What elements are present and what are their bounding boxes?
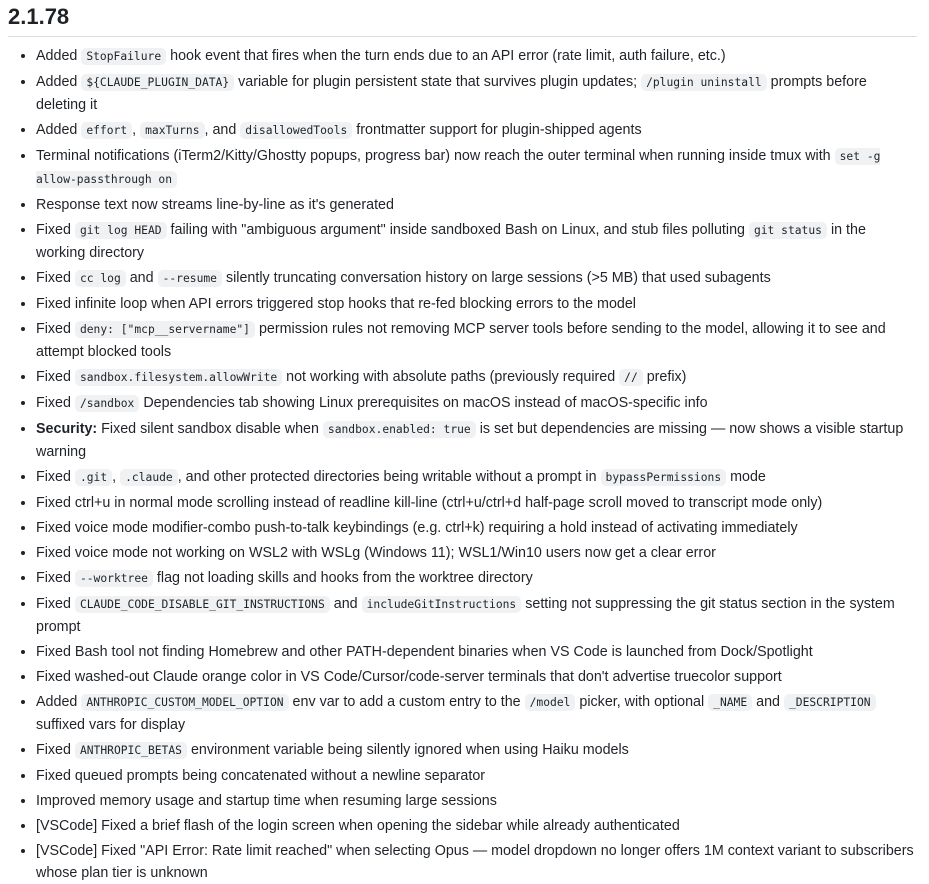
inline-code: CLAUDE_CODE_DISABLE_GIT_INSTRUCTIONS [75, 596, 330, 613]
item-text: Fixed [36, 469, 75, 485]
item-text: and [752, 694, 784, 710]
changelog-item [36, 418, 917, 463]
changelog-item [36, 691, 917, 736]
item-text: hook event that fires when the turn ends due to an API error (rate limit, auth failure, etc.) [166, 48, 726, 64]
inline-code: /plugin uninstall [641, 74, 767, 91]
bold-label: Security: [36, 421, 98, 437]
changelog-item [36, 119, 917, 142]
changelog-item [36, 71, 917, 116]
item-text: Terminal notifications (iTerm2/Kitty/Ghostty popups, progress bar) now reach the outer terminal when running inside tmux with [36, 148, 835, 164]
version-heading: 2.1.78 [8, 0, 917, 37]
item-text: Fixed silent sandbox disable when [97, 421, 323, 437]
item-text: [VSCode] Fixed "API Error: Rate limit reached" when selecting Opus — model dropdown no longer offers 1M context variant to subscribers whose plan tier is unknown [36, 843, 914, 881]
changelog-item [36, 593, 917, 638]
changelog-item [36, 765, 917, 787]
item-text: env var to add a custom entry to the [288, 694, 525, 710]
changelog-item [36, 318, 917, 363]
item-text: and [329, 596, 362, 612]
changelog-item [36, 840, 917, 884]
inline-code: cc log [75, 270, 126, 287]
changelog-item [36, 542, 917, 564]
item-text: flag not loading skills and hooks from the worktree directory [152, 570, 533, 586]
inline-code: bypassPermissions [601, 469, 727, 486]
item-text: , and other protected directories being writable without a prompt in [177, 469, 601, 485]
item-text: not working with absolute paths (previously required [282, 369, 620, 385]
changelog-item [36, 815, 917, 837]
inline-code: includeGitInstructions [362, 596, 522, 613]
item-text: Fixed queued prompts being concatenated without a newline separator [36, 768, 486, 784]
item-text: [VSCode] Fixed a brief flash of the login screen when opening the sidebar while already authenticated [36, 818, 680, 834]
item-text: and [125, 270, 158, 286]
inline-code: .git [75, 469, 112, 486]
changelog-item [36, 641, 917, 663]
inline-code: ${CLAUDE_PLUGIN_DATA} [81, 74, 234, 91]
inline-code: effort [81, 122, 132, 139]
changelog-item [36, 567, 917, 590]
item-text: silently truncating conversation history on large sessions (>5 MB) that used subagents [221, 270, 771, 286]
item-text: Added [36, 694, 82, 710]
inline-code: disallowedTools [240, 122, 352, 139]
changelog-item [36, 392, 917, 415]
item-text: suffixed vars for display [36, 717, 186, 733]
inline-code: sandbox.filesystem.allowWrite [75, 369, 282, 386]
inline-code: git log HEAD [75, 222, 167, 239]
changelog-item [36, 366, 917, 389]
item-text: mode [726, 469, 766, 485]
item-text: Fixed [36, 222, 75, 238]
changelog-item [36, 739, 917, 762]
changelog-item [36, 219, 917, 264]
item-text: failing with "ambiguous argument" inside sandboxed Bash on Linux, and stub files polluting [166, 222, 749, 238]
item-text: Fixed [36, 395, 75, 411]
changelog-item [36, 194, 917, 216]
changelog-item [36, 466, 917, 489]
inline-code: /sandbox [75, 395, 139, 412]
changelog-item [36, 492, 917, 514]
item-text: setting not suppressing the git status section in the system prompt [36, 596, 895, 635]
inline-code: ANTHROPIC_BETAS [75, 742, 187, 759]
changelog-list [8, 45, 917, 884]
changelog-item [36, 145, 917, 191]
item-text: prompts before deleting it [36, 74, 867, 113]
inline-code: /model [525, 694, 576, 711]
inline-code: ANTHROPIC_CUSTOM_MODEL_OPTION [81, 694, 288, 711]
inline-code: deny: ["mcp__servername"] [75, 321, 255, 338]
changelog-item [36, 666, 917, 688]
item-text: Added [36, 48, 82, 64]
item-text: in the working directory [36, 222, 866, 261]
item-text: , [112, 469, 121, 485]
item-text: , [132, 122, 141, 138]
changelog-item [36, 293, 917, 315]
item-text: Fixed [36, 742, 75, 758]
inline-code: maxTurns [140, 122, 204, 139]
item-text: Improved memory usage and startup time when resuming large sessions [36, 793, 497, 809]
item-text: , and [204, 122, 241, 138]
changelog-item [36, 45, 917, 68]
inline-code: StopFailure [81, 48, 166, 65]
item-text: Fixed [36, 570, 75, 586]
inline-code: sandbox.enabled: true [323, 421, 476, 438]
item-text: Fixed [36, 321, 75, 337]
item-text: variable for plugin persistent state that survives plugin updates; [234, 74, 642, 90]
inline-code: git status [749, 222, 827, 239]
item-text: Fixed [36, 596, 75, 612]
item-text: picker, with optional [575, 694, 709, 710]
item-text: Fixed voice mode modifier-combo push-to-talk keybindings (e.g. ctrl+k) requiring a hold instead of activating immediately [36, 520, 798, 536]
item-text: Fixed infinite loop when API errors triggered stop hooks that re-fed blocking errors to the model [36, 296, 636, 312]
item-text: Fixed Bash tool not finding Homebrew and other PATH-dependent binaries when VS Code is launched from Dock/Spotlight [36, 644, 813, 660]
inline-code: _DESCRIPTION [784, 694, 876, 711]
inline-code: set -g allow-passthrough on [36, 150, 881, 186]
item-text: permission rules not removing MCP server tools before sending to the model, allowing it to see and attempt blocked tools [36, 321, 886, 360]
item-text: Added [36, 122, 82, 138]
item-text: Fixed [36, 369, 75, 385]
changelog-item [36, 517, 917, 539]
item-text: Response text now streams line-by-line as it's generated [36, 197, 394, 213]
changelog-item [36, 267, 917, 290]
item-text: environment variable being silently ignored when using Haiku models [186, 742, 629, 758]
item-text: Dependencies tab showing Linux prerequisites on macOS instead of macOS-specific info [139, 395, 708, 411]
inline-code: .claude [120, 469, 178, 486]
changelog-item [36, 790, 917, 812]
item-text: Fixed ctrl+u in normal mode scrolling instead of readline kill-line (ctrl+u/ctrl+d half-page scroll moved to transcript mode only) [36, 495, 823, 511]
item-text: Added [36, 74, 82, 90]
item-text: prefix) [642, 369, 687, 385]
inline-code: --worktree [75, 570, 153, 587]
inline-code: _NAME [708, 694, 752, 711]
inline-code: // [619, 369, 643, 386]
item-text: Fixed washed-out Claude orange color in VS Code/Cursor/code-server terminals that don't advertise truecolor support [36, 669, 782, 685]
item-text: is set but dependencies are missing — now shows a visible startup warning [36, 421, 904, 460]
item-text: frontmatter support for plugin-shipped agents [352, 122, 642, 138]
item-text: Fixed [36, 270, 75, 286]
item-text: Fixed voice mode not working on WSL2 with WSLg (Windows 11); WSL1/Win10 users now get a clear error [36, 545, 716, 561]
inline-code: --resume [158, 270, 222, 287]
